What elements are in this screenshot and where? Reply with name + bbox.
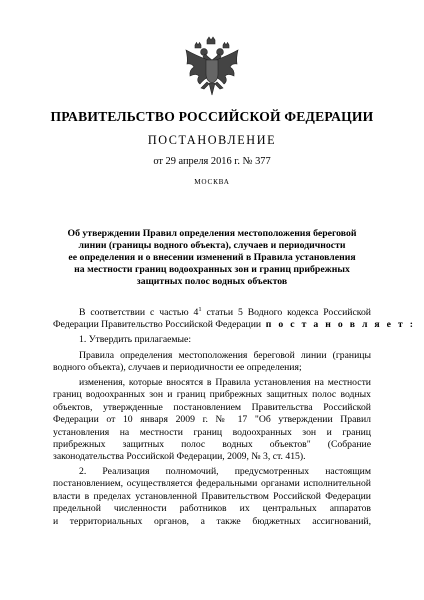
- paragraph-line: постановлением, осуществляется федеральными органами исполнительной: [53, 478, 371, 490]
- date-and-number: от 29 апреля 2016 г. № 377: [153, 156, 271, 167]
- paragraph-line: 1. Утвердить прилагаемые:: [79, 334, 192, 345]
- paragraph-line: власти в пределах установленной Правительством Российской Федерации: [53, 490, 371, 502]
- preamble-line-2: Федерации Правительство Российской Федерации п о с т а н о в л я е т :: [53, 319, 416, 331]
- paragraph-line: изменения, которые вносятся в Правила установления на местности: [79, 377, 371, 388]
- paragraph-line: и территориальных органов, а также бюджетных ассигнований,: [53, 515, 371, 527]
- paragraph-amendments: [53, 377, 371, 464]
- footnote-mark: 1: [198, 306, 202, 313]
- paragraph-line: установления на местности границ водоохранных зон и границ: [53, 426, 371, 438]
- title-line: на местности границ водоохранных зон и границ прибрежных: [74, 264, 350, 275]
- paragraph-line: прибрежных защитных полос водных объектов" (Собрание: [53, 438, 371, 450]
- paragraph-line: Правила определения местоположения береговой линии (границы: [79, 350, 371, 361]
- paragraph-line: законодательства Российской Федерации, 2009, № 3, ст. 415).: [53, 451, 306, 463]
- paragraph-rules: [53, 350, 371, 375]
- paragraph-line: 2. Реализация полномочий, предусмотренных настоящим: [79, 466, 371, 477]
- city: МОСКВА: [194, 178, 230, 186]
- document-type: ПОСТАНОВЛЕНИЕ: [147, 133, 277, 147]
- resolves-word: п о с т а н о в л я е т :: [261, 319, 416, 331]
- paragraph-line: объектов, утвержденные постановлением Правительства Российской: [53, 401, 371, 413]
- paragraph-item-1: [53, 334, 371, 346]
- paragraph-line: границ водоохранных зон и границ прибрежных защитных полос водных: [53, 389, 371, 401]
- paragraph-line: водного объекта), случаев и периодичности ее определения;: [53, 362, 302, 374]
- title-line: линии (границы водного объекта), случаев и периодичности: [78, 240, 346, 251]
- coat-of-arms-icon: [183, 36, 241, 100]
- paragraph-implementation: [53, 466, 371, 528]
- title-line: Об утверждении Правил определения местоположения береговой: [67, 228, 357, 239]
- paragraph-line: Федерации от 10 января 2009 г. № 17 "Об утверждении Правил: [53, 414, 371, 426]
- paragraph-preamble: [53, 306, 416, 332]
- paragraph-line: предельной численности работников их центральных аппаратов: [53, 503, 371, 515]
- document-title: [44, 228, 380, 288]
- title-line: защитных полос водных объектов: [136, 276, 288, 287]
- title-line: ее определения и о внесении изменений в Правила установления: [68, 252, 356, 263]
- government-heading: ПРАВИТЕЛЬСТВО РОССИЙСКОЙ ФЕДЕРАЦИИ: [50, 109, 374, 124]
- preamble-line-1: В соответствии с частью $4^1$ статьи 5 Водного кодекса Российской: [79, 306, 371, 318]
